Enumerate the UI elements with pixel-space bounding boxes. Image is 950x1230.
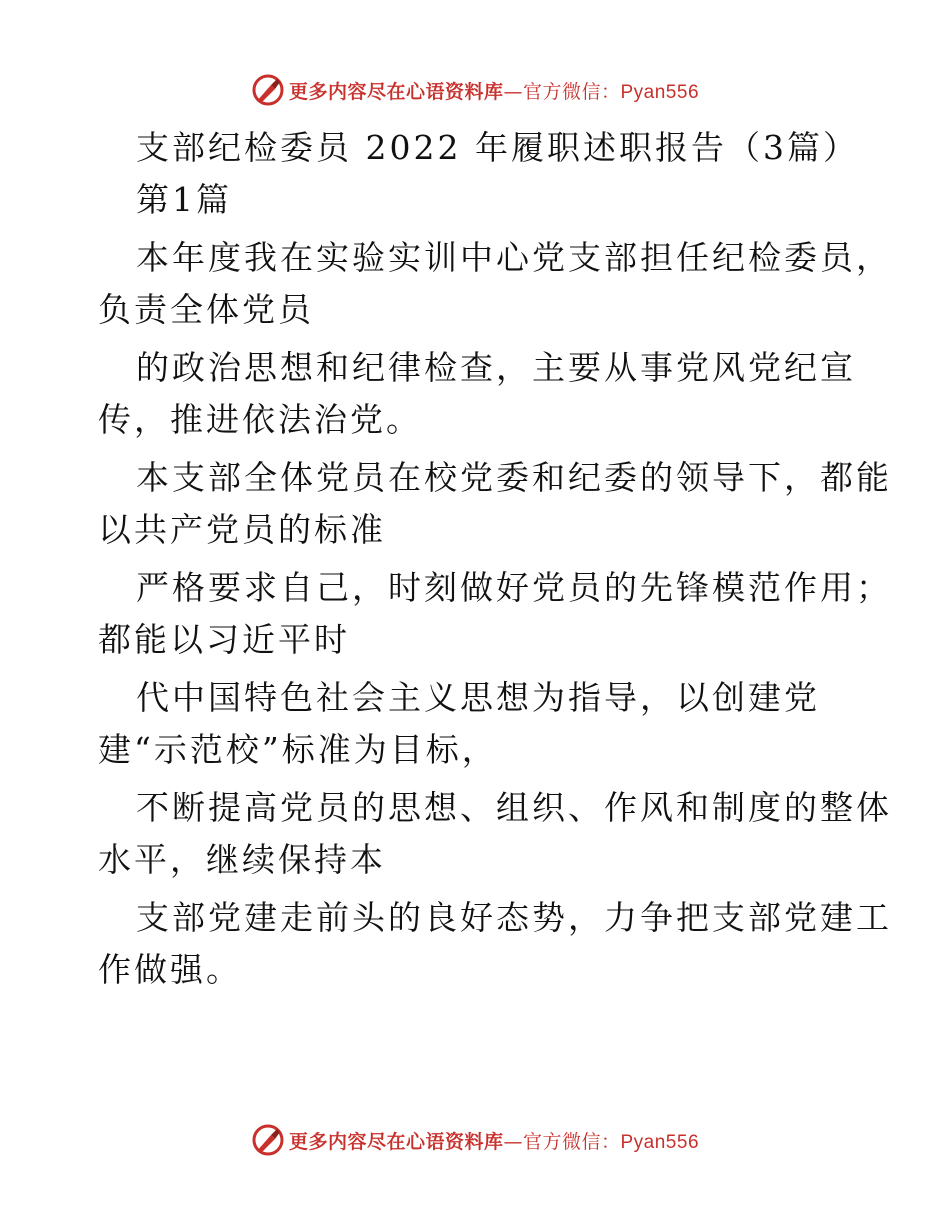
paragraph-line: 传，推进依法治党。: [98, 400, 422, 439]
banner-suffix: 官方微信：: [522, 1130, 621, 1153]
banner-prefix: 更多内容尽在心语资料库: [288, 1130, 504, 1153]
document-title: 支部纪检委员 2022 年履职述职报告（3篇）: [136, 128, 859, 167]
banner-prefix: 更多内容尽在心语资料库: [288, 80, 504, 103]
section-heading: 第1篇: [136, 180, 232, 219]
paragraph-line: 作做强。: [98, 950, 242, 989]
paragraph-line: 代中国特色社会主义思想为指导，以创建党: [136, 678, 820, 717]
paragraph-line: 严格要求自己，时刻做好党员的先锋模范作用；: [136, 568, 892, 607]
paragraph-line: 以共产党员的标准: [98, 510, 386, 549]
banner-dash: —: [503, 80, 523, 103]
banner-wechat-id: Pyan556: [620, 1131, 700, 1153]
paragraph-line: 都能以习近平时: [98, 620, 350, 659]
banner-text: [289, 1127, 699, 1154]
banner-dash: —: [503, 1130, 523, 1153]
paragraph-line: 的政治思想和纪律检查，主要从事党风党纪宣: [136, 348, 856, 387]
banner-wechat-id: Pyan556: [620, 81, 700, 103]
paragraph-line: 水平，继续保持本: [98, 840, 386, 879]
footer-banner: [0, 1120, 950, 1160]
document-body: [98, 122, 892, 996]
pen-logo-icon: [251, 1123, 285, 1157]
paragraph-line: 本支部全体党员在校党委和纪委的领导下，都能: [136, 458, 892, 497]
paragraph-line: 支部党建走前头的良好态势，力争把支部党建工: [136, 898, 892, 937]
header-banner: [0, 70, 950, 110]
paragraph-line: 建“示范校”标准为目标，: [98, 730, 498, 769]
paragraph-line: 本年度我在实验实训中心党支部担任纪检委员，: [136, 238, 892, 277]
pen-logo-icon: [251, 73, 285, 107]
banner-text: [289, 77, 699, 104]
banner-suffix: 官方微信：: [522, 80, 621, 103]
paragraph-line: 负责全体党员: [98, 290, 314, 329]
paragraph-line: 不断提高党员的思想、组织、作风和制度的整体: [136, 788, 892, 827]
